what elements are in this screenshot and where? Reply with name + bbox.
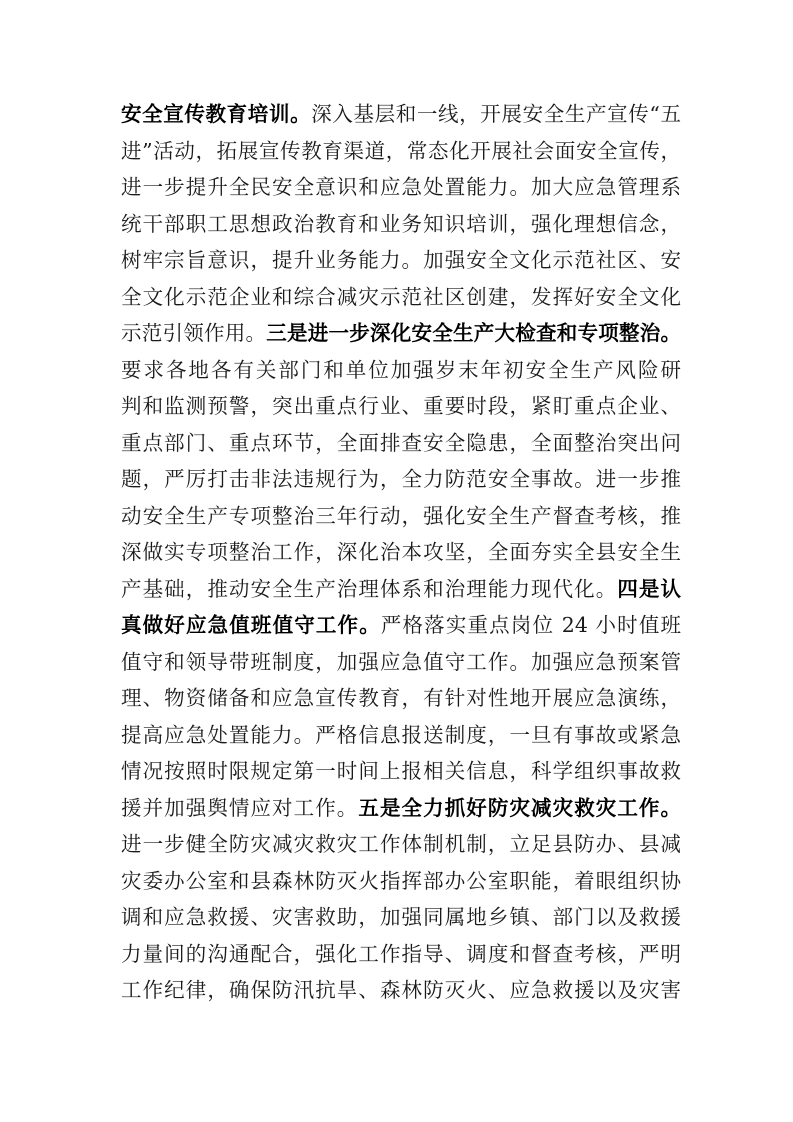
body-text-segment: 示范引领作用。	[121, 321, 267, 345]
body-text-segment: 调和应急救援、灾害救助，加强同属地乡镇、部门以及救援	[121, 905, 681, 929]
body-text-segment: 值守和领导带班制度，加强应急值守工作。加强应急预案管	[121, 649, 681, 674]
body-text-segment: 题，严厉打击非法违规行为，全力防范安全事故。进一步推	[121, 467, 681, 491]
text-line	[121, 315, 681, 352]
body-text-segment: 要求各地各有关部门和单位加强岁末年初安全生产风险研	[121, 357, 681, 382]
text-line	[121, 388, 681, 425]
body-text-segment: 统干部职工思想政治教育和业务知识培训，强化理想信念，	[121, 211, 681, 236]
bold-heading-text: 三是进一步深化安全生产大检查和专项整治。	[266, 321, 681, 345]
text-line	[121, 717, 681, 754]
text-line	[121, 279, 681, 316]
body-text-segment: 重点部门、重点环节，全面排查安全隐患，全面整治突出问	[121, 430, 681, 455]
body-text-segment: 树牢宗旨意识，提升业务能力。加强安全文化示范社区、安	[121, 248, 681, 272]
text-line	[121, 936, 681, 973]
text-line	[121, 498, 681, 535]
text-line	[121, 680, 681, 717]
body-text-segment: 产基础，推动安全生产治理体系和治理能力现代化。	[121, 576, 618, 601]
text-line	[121, 206, 681, 243]
text-line	[121, 461, 681, 498]
bold-heading-text: 真做好应急值班值守工作。	[121, 613, 381, 637]
text-line	[121, 425, 681, 462]
body-text	[121, 96, 681, 1009]
body-text-segment: 情况按照时限规定第一时间上报相关信息，科学组织事故救	[121, 759, 681, 783]
text-line	[121, 534, 681, 571]
bold-heading-text: 五是全力抓好防灾减灾救灾工作。	[358, 795, 682, 820]
body-text-segment: 进”活动，拓展宣传教育渠道，常态化开展社会面安全宣传，	[121, 138, 681, 163]
body-text-segment: 理、物资储备和应急宣传教育，有针对性地开展应急演练，	[121, 686, 681, 710]
text-line	[121, 899, 681, 936]
text-line	[121, 169, 681, 206]
body-text-segment: 灾委办公室和县森林防灭火指挥部办公室职能，着眼组织协	[121, 868, 681, 893]
text-line	[121, 352, 681, 389]
text-line	[121, 790, 681, 827]
body-text-segment: 提高应急处置能力。严格信息报送制度，一旦有事故或紧急	[121, 722, 681, 747]
text-line	[121, 242, 681, 279]
body-text-segment: 深入基层和一线，开展安全生产宣传“五	[311, 102, 681, 126]
text-line	[121, 753, 681, 790]
body-text-segment: 严格落实重点岗位 24 小时值班	[380, 613, 681, 637]
body-text-segment: 工作纪律，确保防汛抗旱、森林防灭火、应急救援以及灾害	[121, 978, 681, 1002]
text-line	[121, 133, 681, 170]
bold-heading-text: 安全宣传教育培训。	[121, 102, 312, 126]
text-line	[121, 972, 681, 1009]
body-text-segment: 深做实专项整治工作，深化治本攻坚，全面夯实全县安全生	[121, 540, 681, 564]
text-line	[121, 863, 681, 900]
body-text-segment: 进一步提升全民安全意识和应急处置能力。加大应急管理系	[121, 175, 681, 199]
text-line	[121, 571, 681, 608]
body-text-segment: 全文化示范企业和综合减灾示范社区创建，发挥好安全文化	[121, 284, 681, 309]
body-text-segment: 判和监测预警，突出重点行业、重要时段，紧盯重点企业、	[121, 394, 681, 418]
text-line	[121, 96, 681, 133]
body-text-segment: 进一步健全防灾减灾救灾工作体制机制，立足县防办、县减	[121, 832, 681, 856]
body-text-segment: 援并加强舆情应对工作。	[121, 795, 359, 820]
body-text-segment: 力量间的沟通配合，强化工作指导、调度和督查考核，严明	[121, 941, 681, 966]
text-line	[121, 826, 681, 863]
text-line	[121, 607, 681, 644]
text-line	[121, 644, 681, 681]
body-text-segment: 动安全生产专项整治三年行动，强化安全生产督查考核，推	[121, 503, 681, 528]
bold-heading-text: 四是认	[617, 576, 682, 601]
